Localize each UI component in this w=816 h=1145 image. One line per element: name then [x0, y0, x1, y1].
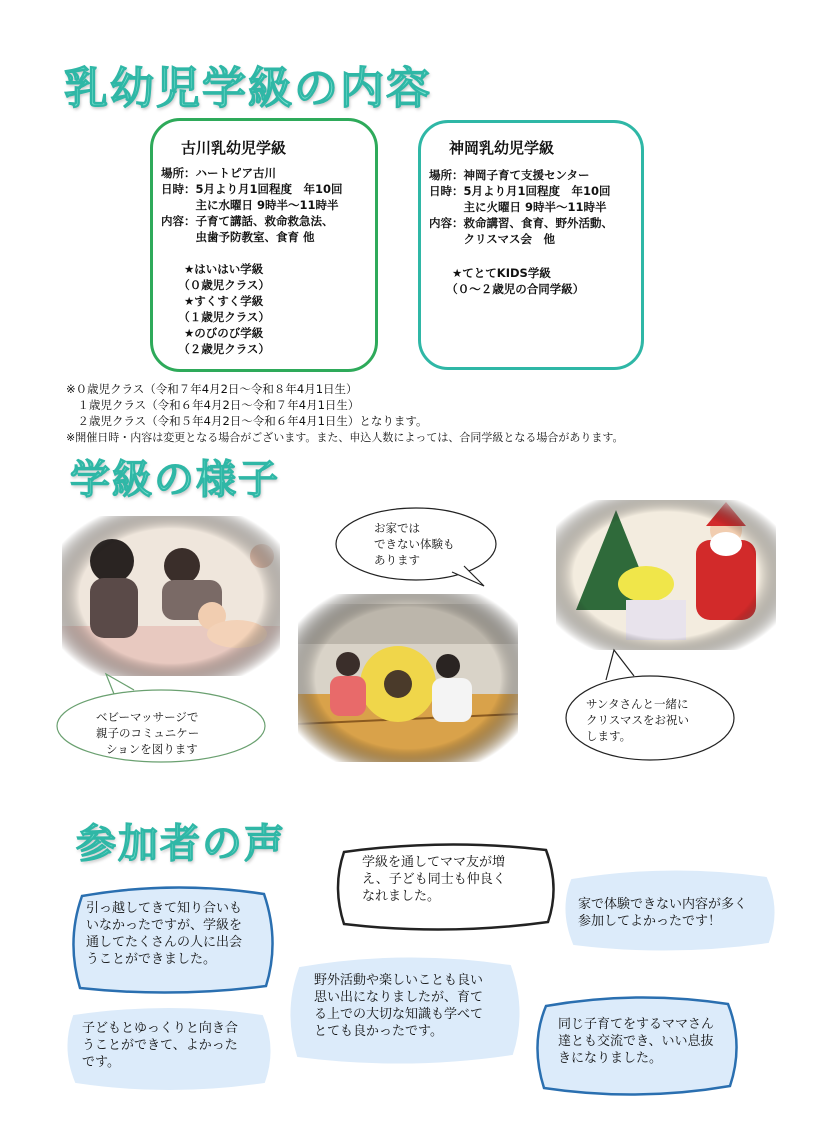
voice-text: 家で体験できない内容が多く — [578, 897, 748, 912]
class-line: 主に火曜日 9時半～11時半 — [429, 200, 607, 214]
voice-text: 学級を通してママ友が増 — [362, 855, 506, 870]
note-line: ※０歳児クラス（令和７年4月2日～令和８年4月1日生） — [66, 382, 358, 396]
heading-scenes: 学級の様子 — [70, 457, 280, 503]
class-line: クリスマス会 他 — [429, 232, 556, 246]
voice-text: え、子ども同士も仲良く — [362, 872, 506, 887]
class-line: （０～２歳児の合同学級） — [429, 282, 585, 296]
scene-bubble-text: します。 — [586, 729, 632, 743]
voice-text: とても良かったです。 — [314, 1024, 443, 1039]
voice-text: きになりました。 — [558, 1051, 663, 1066]
voice-text: 参加してよかったです！ — [578, 914, 722, 929]
class-line: 内容：子育て講話、救命救急法、 — [161, 214, 334, 228]
voice-text: 同じ子育てをするママさん — [558, 1017, 715, 1032]
scene-bubble-text: 親子のコミュニケー — [96, 726, 200, 740]
class-line: 内容：救命講習、食育、野外活動、 — [429, 216, 613, 230]
class-title: 神岡乳幼児学級 — [449, 139, 555, 157]
voice-2 — [334, 842, 558, 932]
class-title: 古川乳幼児学級 — [181, 139, 287, 157]
class-line: ★はいはい学級 — [161, 262, 264, 276]
scene-bubble-text: あります — [374, 553, 420, 567]
voice-text: る上での大切な知識も学べて — [314, 1007, 484, 1022]
class-line: （２歳児クラス） — [161, 342, 270, 356]
photo-baby-massage — [62, 516, 280, 676]
voice-4 — [62, 1006, 276, 1092]
scene-bubble-text: クリスマスをお祝い — [586, 713, 690, 727]
scene-bubble-text: お家では — [374, 521, 420, 535]
class-line: 主に水曜日 9時半～11時半 — [161, 198, 339, 212]
scene-bubble-text: ションを図ります — [106, 742, 198, 756]
class-line: ★のびのび学級 — [161, 326, 264, 340]
voice-text: いなかったですが、学級を — [86, 918, 243, 933]
voice-text: 通してたくさんの人に出会 — [86, 935, 243, 950]
photo-santa — [556, 500, 776, 650]
class-line: ★すくすく学級 — [161, 294, 264, 308]
photo-ball-play — [298, 594, 518, 762]
voice-5 — [286, 956, 524, 1066]
voice-6 — [532, 994, 742, 1098]
class-box-kamioka — [418, 120, 644, 370]
scene-bubble-text: ベビーマッサージで — [96, 710, 199, 724]
scene-bubble-text: できない体験も — [374, 537, 455, 551]
voice-3 — [560, 868, 780, 952]
class-line: 日時：5月より月1回程度 年10回 — [161, 182, 343, 196]
heading-content: 乳幼児学級の内容 — [64, 63, 432, 114]
voice-text: 野外活動や楽しいことも良い — [314, 973, 484, 988]
voice-text: です。 — [82, 1055, 120, 1070]
voice-text: 子どもとゆっくりと向き合 — [82, 1021, 238, 1036]
class-line: 場所：ハートピア古川 — [161, 166, 276, 180]
note-line: ２歳児クラス（令和５年4月2日～令和６年4月1日生）となります。 — [66, 414, 428, 428]
class-box-furukawa — [150, 118, 378, 372]
voice-text: 引っ越してきて知り合いも — [86, 901, 243, 916]
voice-1 — [68, 886, 278, 996]
class-line: 日時：5月より月1回程度 年10回 — [429, 184, 611, 198]
note-line: ※開催日時・内容は変更となる場合がございます。また、申込人数によっては、合同学級となる場合があります。 — [66, 431, 624, 444]
class-line: ★てとてKIDS学級 — [429, 266, 551, 280]
heading-voices: 参加者の声 — [76, 821, 286, 867]
note-line: １歳児クラス（令和６年4月2日～令和７年4月1日生） — [66, 398, 360, 412]
class-line: （１歳児クラス） — [161, 310, 270, 324]
voice-text: なれました。 — [362, 889, 441, 904]
voice-text: 達とも交流でき、いい息抜 — [558, 1034, 714, 1049]
voice-text: 思い出になりましたが、育て — [314, 990, 484, 1005]
voice-text: うことができて、よかった — [82, 1038, 238, 1053]
class-line: （０歳児クラス） — [161, 278, 270, 292]
voice-text: うことができました。 — [86, 952, 217, 967]
class-line: 場所：神岡子育て支援センター — [429, 168, 590, 182]
scene-bubble-text: サンタさんと一緒に — [586, 697, 689, 711]
class-line: 虫歯予防教室、食育 他 — [161, 230, 315, 244]
